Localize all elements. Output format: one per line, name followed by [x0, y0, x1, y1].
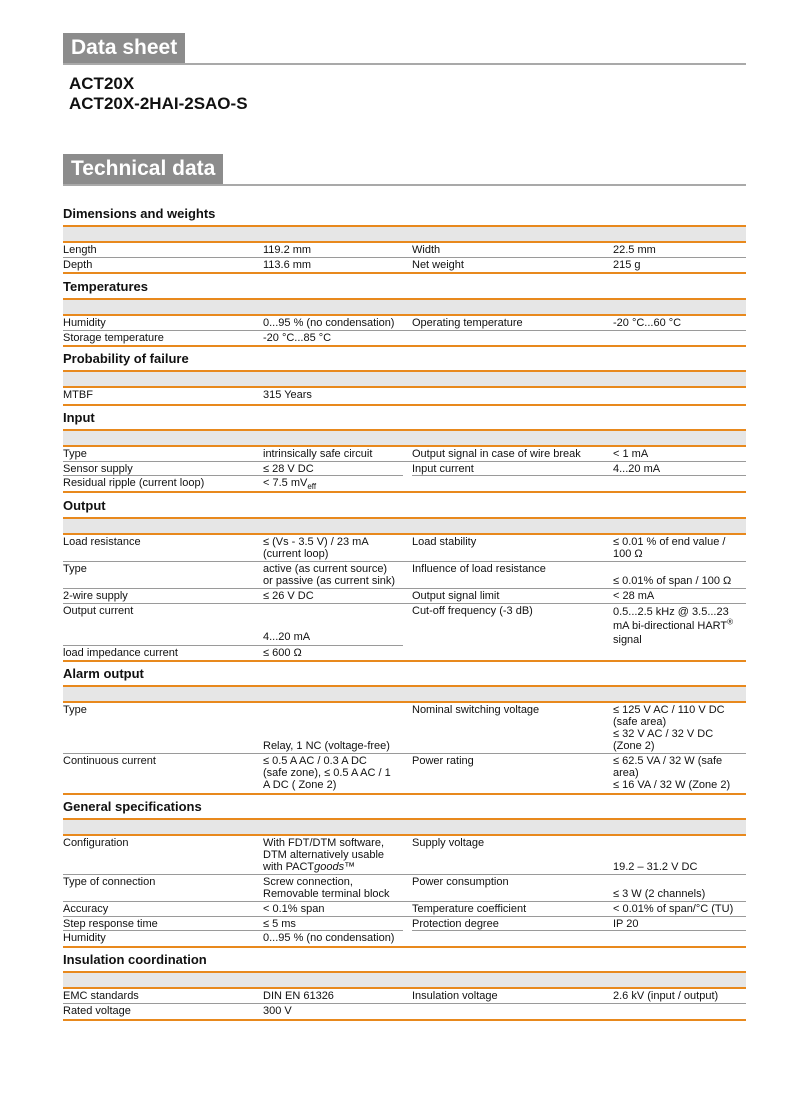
section-band — [63, 820, 746, 836]
spec-value: 315 Years — [263, 389, 312, 401]
value-line: ≤ 16 VA / 32 W (Zone 2) — [613, 779, 731, 791]
section-title: General specifications — [63, 799, 746, 820]
spec-label: Accuracy — [63, 903, 109, 915]
spec-value: 4...20 mA — [613, 463, 661, 475]
value-line: 0.5...2.5 kHz @ 3.5...23 — [613, 606, 729, 618]
value-line: area) — [613, 767, 639, 779]
section-band — [63, 372, 746, 388]
value-line: Screw connection, — [263, 876, 353, 888]
table-row — [63, 476, 746, 493]
table-row — [63, 754, 746, 795]
table-row — [63, 902, 746, 917]
spec-label: Operating temperature — [412, 317, 523, 329]
section-title: Probability of failure — [63, 351, 746, 372]
spec-label: Configuration — [63, 837, 129, 849]
section-title: Input — [63, 410, 746, 431]
datasheet-header — [63, 33, 746, 65]
spec-label: Output signal in case of wire break — [412, 448, 581, 460]
spec-label: Type — [63, 448, 87, 460]
spec-value — [613, 704, 746, 752]
table-row — [63, 562, 746, 589]
spec-value: DIN EN 61326 — [263, 990, 334, 1002]
spec-label: Humidity — [63, 317, 106, 329]
table-row — [63, 243, 746, 258]
spec-label: Power rating — [412, 755, 474, 767]
spec-label: Power consumption — [412, 876, 509, 888]
spec-value: ≤ 5 ms — [263, 918, 296, 930]
table-row — [63, 836, 746, 875]
table-row — [63, 989, 746, 1004]
section-band — [63, 300, 746, 316]
spec-value: 19.2 – 31.2 V DC — [613, 861, 698, 873]
value-line: ≤ 125 V AC / 110 V DC — [613, 704, 725, 716]
spec-label: Output signal limit — [412, 590, 500, 602]
spec-label: Depth — [63, 259, 93, 271]
value-line: ≤ 0.5 A AC / 0.3 A DC — [263, 755, 367, 767]
spec-label: Rated voltage — [63, 1005, 131, 1017]
spec-value — [263, 563, 403, 587]
section-alarm — [63, 666, 746, 795]
table-row — [63, 1004, 746, 1021]
table-row — [63, 535, 746, 562]
spec-value: 113.6 mm — [263, 259, 312, 271]
section-band — [63, 519, 746, 535]
spec-label: Type of connection — [63, 876, 156, 888]
value-line: or passive (as current sink) — [263, 575, 396, 587]
spec-value: intrinsically safe circuit — [263, 448, 373, 460]
spec-label: Type — [63, 563, 87, 575]
techdata-tab: Technical data — [63, 154, 223, 184]
section-insulation — [63, 952, 746, 1021]
value-line: A DC ( Zone 2) — [263, 779, 337, 791]
table-row — [63, 331, 746, 347]
section-band — [63, 431, 746, 447]
spec-value: ≤ 0.01% of span / 100 Ω — [613, 575, 732, 587]
spec-label: Protection degree — [412, 918, 499, 930]
spec-value — [613, 755, 746, 791]
spec-value — [613, 536, 746, 560]
value-line: ≤ 32 V AC / 32 V DC — [613, 728, 714, 740]
section-title: Output — [63, 498, 746, 519]
techdata-header — [63, 154, 746, 186]
section-dimensions — [63, 206, 746, 274]
spec-value — [263, 755, 403, 791]
section-band — [63, 227, 746, 243]
value-line: (safe zone), ≤ 0.5 A AC / 1 — [263, 767, 391, 779]
spec-value: 119.2 mm — [263, 244, 312, 256]
spec-value: -20 °C...60 °C — [613, 317, 682, 329]
spec-label: Input current — [412, 463, 474, 475]
section-output — [63, 498, 746, 662]
spec-value: 215 g — [613, 259, 641, 271]
table-row — [63, 462, 746, 476]
value-line: active (as current source) — [263, 563, 388, 575]
value-line: with PACT — [263, 861, 315, 873]
table-row — [63, 875, 746, 902]
section-band — [63, 973, 746, 989]
spec-value: < 28 mA — [613, 590, 655, 602]
spec-label: EMC standards — [63, 990, 139, 1002]
spec-value: 2.6 kV (input / output) — [613, 990, 719, 1002]
table-row — [63, 917, 746, 931]
datasheet-tab: Data sheet — [63, 33, 185, 63]
spec-label: Insulation voltage — [412, 990, 498, 1002]
spec-label: Step response time — [63, 918, 158, 930]
product-title — [69, 74, 248, 114]
spec-value — [263, 477, 403, 492]
registered-mark: ® — [727, 617, 734, 627]
table-row — [63, 646, 746, 662]
section-title: Temperatures — [63, 279, 746, 300]
table-row — [63, 589, 746, 604]
spec-label: Influence of load resistance — [412, 563, 546, 575]
section-input — [63, 410, 746, 493]
table-row — [63, 316, 746, 331]
value-line: ≤ (Vs - 3.5 V) / 23 mA — [263, 536, 369, 548]
spec-label: Temperature coefficient — [412, 903, 527, 915]
value-italic: goods — [314, 861, 345, 873]
spec-label: Load stability — [412, 536, 477, 548]
value-line: signal — [613, 634, 642, 646]
value-line: (current loop) — [263, 548, 329, 560]
ripple-subscript: eff — [307, 482, 317, 492]
spec-value — [263, 837, 403, 873]
spec-value: ≤ 26 V DC — [263, 590, 314, 602]
spec-value: 4...20 mA — [263, 631, 311, 643]
spec-label: Cut-off frequency (-3 dB) — [412, 605, 533, 617]
spec-value — [263, 536, 403, 560]
spec-label: Net weight — [412, 259, 464, 271]
section-title: Alarm output — [63, 666, 746, 687]
spec-label: Output current — [63, 605, 134, 617]
spec-label: Humidity — [63, 932, 106, 944]
spec-value: ≤ 3 W (2 channels) — [613, 888, 706, 900]
table-row — [63, 447, 746, 462]
table-row — [63, 604, 746, 646]
value-line: ≤ 62.5 VA / 32 W (safe — [613, 755, 723, 767]
value-line: DTM alternatively usable — [263, 849, 385, 861]
spec-label: Length — [63, 244, 97, 256]
product-line1: ACT20X — [69, 74, 135, 93]
spec-label: load impedance current — [63, 647, 178, 659]
product-line2: ACT20X-2HAI-2SAO-S — [69, 94, 248, 113]
spec-label: MTBF — [63, 389, 93, 401]
value-line: mA bi-directional HART — [613, 620, 728, 632]
value-line: With FDT/DTM software, — [263, 837, 385, 849]
section-title: Dimensions and weights — [63, 206, 746, 227]
section-band — [63, 687, 746, 703]
spec-value: 22.5 mm — [613, 244, 656, 256]
spec-value: 300 V — [263, 1005, 292, 1017]
value-line: (safe area) — [613, 716, 667, 728]
value-line: Removable terminal block — [263, 888, 390, 900]
spec-label: 2-wire supply — [63, 590, 128, 602]
value-line: ≤ 0.01 % of end value / — [613, 536, 726, 548]
spec-label: Sensor supply — [63, 463, 133, 475]
spec-value: < 0.1% span — [263, 903, 325, 915]
ripple-value: < 7.5 mV — [263, 477, 308, 489]
spec-label: Load resistance — [63, 536, 141, 548]
spec-label: Continuous current — [63, 755, 156, 767]
spec-label: Type — [63, 704, 87, 716]
table-row — [63, 931, 746, 948]
value-line: (Zone 2) — [613, 740, 655, 752]
spec-value: 0...95 % (no condensation) — [263, 932, 395, 944]
spec-value: ≤ 600 Ω — [263, 647, 302, 659]
spec-label: Width — [412, 244, 441, 256]
section-general — [63, 799, 746, 948]
section-temperatures — [63, 279, 746, 347]
section-title: Insulation coordination — [63, 952, 746, 973]
value-line: 100 Ω — [613, 548, 643, 560]
table-row — [63, 388, 746, 406]
spec-value: IP 20 — [613, 918, 639, 930]
spec-value — [613, 605, 746, 647]
spec-label: Nominal switching voltage — [412, 704, 540, 716]
table-row — [63, 258, 746, 274]
spec-value: ≤ 28 V DC — [263, 463, 314, 475]
section-failure — [63, 351, 746, 406]
spec-value: < 0.01% of span/°C (TU) — [613, 903, 734, 915]
spec-value: -20 °C...85 °C — [263, 332, 332, 344]
spec-label: Supply voltage — [412, 837, 485, 849]
spec-label: Residual ripple (current loop) — [63, 477, 205, 489]
table-row — [63, 703, 746, 754]
spec-value: < 1 mA — [613, 448, 649, 460]
trademark-mark: ™ — [344, 861, 356, 873]
spec-value: Relay, 1 NC (voltage-free) — [263, 740, 390, 752]
spec-label: Storage temperature — [63, 332, 164, 344]
spec-value — [263, 876, 403, 900]
spec-value: 0...95 % (no condensation) — [263, 317, 395, 329]
